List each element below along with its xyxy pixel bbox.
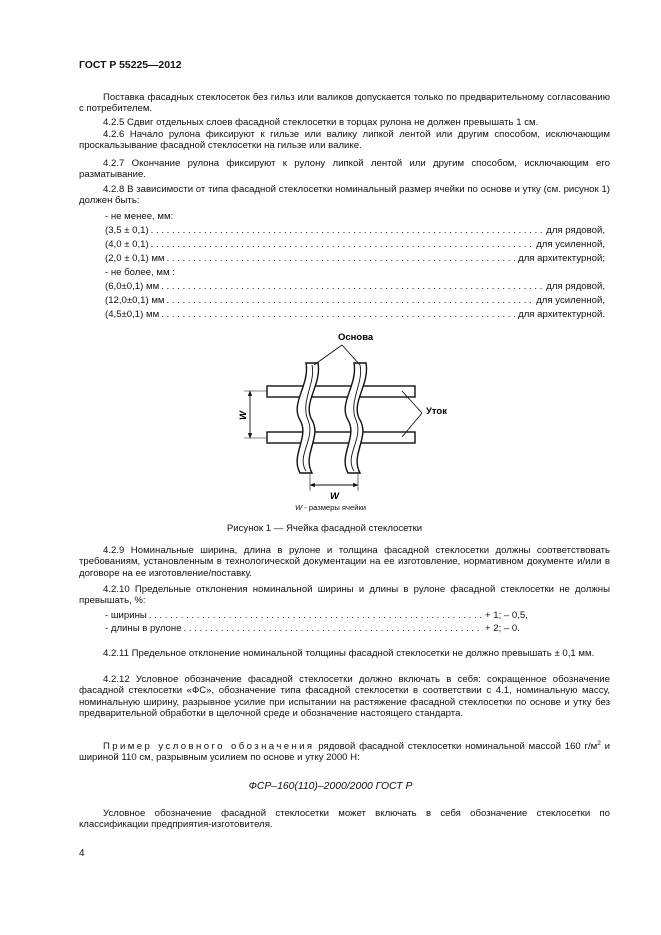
example-lead: Пример условного обозначения	[103, 741, 315, 752]
warp-strand	[345, 363, 366, 473]
example-superscript: 2	[597, 739, 601, 747]
paragraph-4-2-12: 4.2.12 Условное обозначение фасадной стеклосетки должно включать в себя: сокращенное обозначение фасадной стеклосетки «ФС», обозначение типа фасадной стеклосетки в соответствии с 4.1, номинальную массу, номинальную ширину, разрывное усилие при испытании на растяжение фасадной стеклосетки по основе и утку без предварительной обработки в щелочной среде и обозначение настоящего стандарта.	[79, 674, 610, 720]
legend-text: - размеры ячейки	[302, 503, 367, 512]
max-row	[105, 281, 605, 292]
paragraph-intro: Поставка фасадных стеклосеток без гильз или валиков допускается только по предварительному согласованию с потребителем.	[79, 92, 610, 115]
paragraph-4-2-6: 4.2.6 Начало рулона фиксируют к гильзе или валику липкой лентой или другим способом, исключающим проскальзывание фасадной стеклосетки на гильзе или валике.	[79, 129, 610, 152]
cell-type: для усиленной,	[536, 239, 605, 250]
warp-label: Основа	[338, 332, 374, 343]
cell-type: для усиленной,	[536, 295, 605, 306]
figure-legend	[0, 502, 661, 513]
deviation-row	[105, 623, 548, 634]
example-text: рядовой фасадной стеклосетки номинальной массой 160 г/м	[314, 741, 598, 752]
max-size-label: - не более, мм :	[105, 267, 175, 278]
page-number: 4	[79, 848, 85, 859]
cell-value: (3,5 ± 0,1)	[105, 225, 149, 236]
deviation-label: - ширины	[105, 610, 147, 621]
deviation-label: - длины в рулоне	[105, 623, 182, 634]
dimension-label-horizontal: W	[330, 491, 339, 502]
max-row	[105, 309, 605, 320]
min-row	[105, 239, 605, 250]
weft-label: Уток	[426, 406, 447, 417]
min-row	[105, 225, 605, 236]
paragraph-4-2-5: 4.2.5 Сдвиг отдельных слоев фасадной стеклосетки в торцах рулона не должен превышать 1 см.	[103, 117, 539, 128]
min-row	[105, 253, 605, 264]
cell-value: (6,0±0,1) мм	[105, 281, 160, 292]
paragraph-4-2-10: 4.2.10 Предельные отклонения номинальной ширины и длины в рулоне фасадной стеклосетки не должны превышать, %:	[79, 584, 610, 607]
cell-value: (4,0 ± 0,1)	[105, 239, 149, 250]
deviation-value: + 2; – 0.	[485, 623, 520, 634]
example-paragraph	[79, 741, 610, 764]
deviation-value: + 1; – 0,5,	[485, 610, 528, 621]
weft-strand	[267, 432, 415, 443]
warp-strand	[297, 363, 318, 473]
paragraph-4-2-9: 4.2.9 Номинальные ширина, длина в рулоне и толщина фасадной стеклосетки должны соответствовать требованиям, установленным в технологической документации на ее изготовление, нормативном документе и/или в договоре на ее изготовление/поставку.	[79, 545, 610, 579]
document-header: ГОСТ Р 55225—2012	[79, 60, 182, 71]
max-row	[105, 295, 605, 306]
designation-formula: ФСР–160(110)–2000/2000 ГОСТ Р	[248, 781, 413, 792]
mesh-cell-figure	[230, 325, 450, 515]
example-text-end: и шириной 110 см, разрывным усилием по основе и утку 2000 Н:	[79, 741, 611, 764]
cell-type: для архитектурной;	[518, 253, 605, 264]
figure-caption: Рисунок 1 — Ячейка фасадной стеклосетки	[226, 523, 423, 534]
cell-type: для рядовой,	[546, 281, 605, 292]
cell-type: для архитектурной.	[518, 309, 605, 320]
cell-type: для рядовой,	[546, 225, 605, 236]
cell-value: (4,5±0,1) мм	[105, 309, 160, 320]
min-size-label: - не менее, мм:	[105, 211, 174, 222]
paragraph-4-2-11: 4.2.11 Предельное отклонение номинальной толщины фасадной стеклосетки не должно превышать ± 0,1 мм.	[103, 648, 595, 659]
deviation-row	[105, 610, 548, 621]
cell-value: (12,0±0,1) мм	[105, 295, 165, 306]
weft-strand	[267, 386, 415, 397]
dimension-label-vertical: W	[238, 411, 249, 420]
closing-paragraph: Условное обозначение фасадной стеклосетки может включать в себя обозначение стеклосетки по классификации предприятия-изготовителя.	[79, 808, 610, 831]
legend-variable: W	[294, 503, 303, 512]
cell-value: (2,0 ± 0,1) мм	[105, 253, 165, 264]
paragraph-4-2-7: 4.2.7 Окончание рулона фиксируют к рулону липкой лентой или другим способом, исключающим его разматывание.	[79, 158, 610, 181]
paragraph-4-2-8: 4.2.8 В зависимости от типа фасадной стеклосетки номинальный размер ячейки по основе и утку (см. рисунок 1) должен быть:	[79, 184, 610, 207]
